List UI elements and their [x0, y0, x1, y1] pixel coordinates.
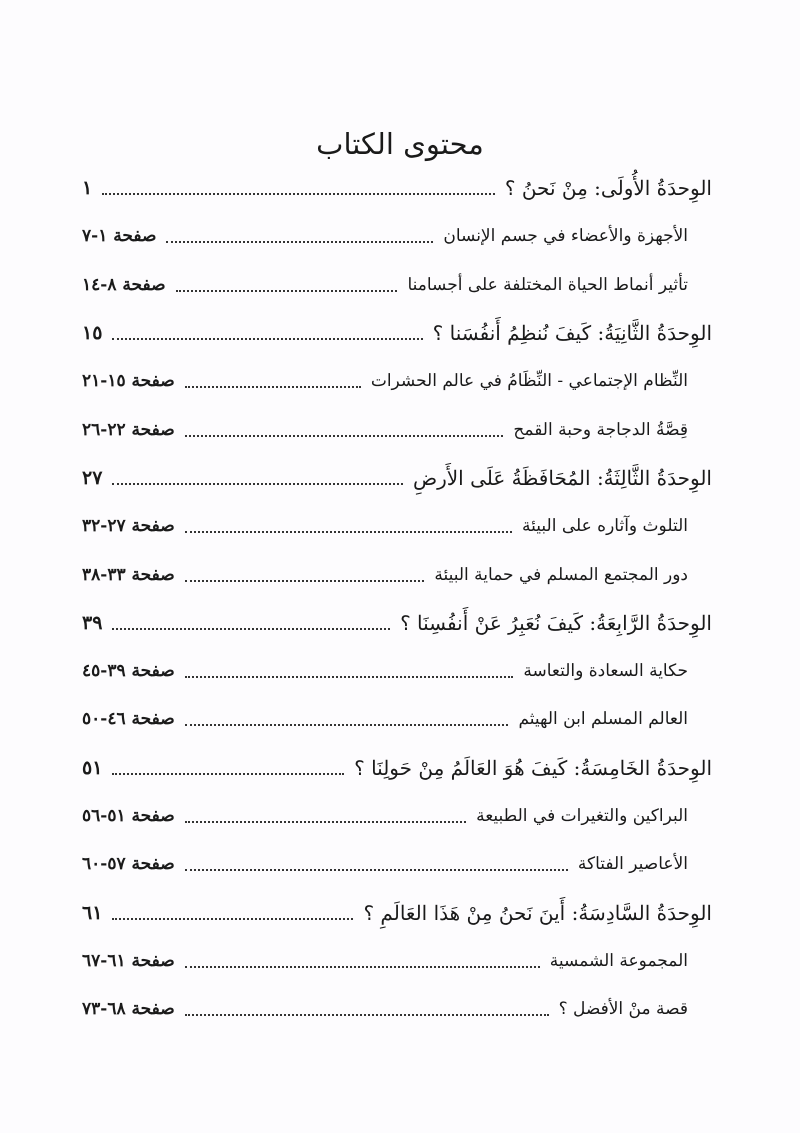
toc-unit-row — [82, 454, 712, 502]
page-reference: صفحة ٣٩-٤٥ — [82, 661, 175, 682]
toc-lesson-row — [82, 647, 712, 695]
lesson-title: العالم المسلم ابن الهيثم — [518, 709, 688, 730]
toc-lesson-row — [82, 792, 712, 840]
lesson-title: الأجهزة والأعضاء في جسم الإنسان — [443, 226, 688, 247]
page-reference: صفحة ٦٨-٧٣ — [82, 999, 175, 1020]
dot-leader — [112, 918, 353, 920]
dot-leader — [185, 580, 425, 582]
lesson-title: البراكين والتغيرات في الطبيعة — [476, 806, 688, 826]
page-reference: ٥١ — [82, 756, 103, 779]
dot-leader — [112, 628, 390, 630]
page-reference: ٣٩ — [82, 611, 103, 634]
dot-leader — [166, 241, 433, 243]
lesson-title: المجموعة الشمسية — [549, 950, 688, 971]
lesson-title: الأعاصير الفتاكة — [577, 854, 688, 875]
page-reference: صفحة ٦١-٦٧ — [82, 950, 175, 971]
unit-title: الوِحدَةُ الرَّابِعَةُ: كَيفَ نُعَبِرُ عَنْ أَنفُسِنَا ؟ — [400, 610, 712, 635]
dot-leader — [176, 290, 398, 292]
page-reference: صفحة ٤٦-٥٠ — [82, 709, 175, 730]
unit-title: الوِحدَةُ الثَّانِيَةُ: كَيفَ نُنظِمُ أَنفُسَنا ؟ — [432, 321, 712, 346]
unit-title: الوِحدَةُ السَّادِسَةُ: أَينَ نَحنُ مِنْ هَذَا العَالَمِ ؟ — [363, 900, 712, 925]
dot-leader — [185, 435, 504, 437]
toc-lesson-row — [82, 502, 712, 550]
page-reference: صفحة ٥٧-٦٠ — [82, 854, 175, 875]
lesson-title: النِّظام الإجتماعي - النِّظَامُ في عالم الحشرات — [370, 371, 688, 392]
page-reference: صفحة ٢٧-٣٢ — [82, 516, 175, 537]
lesson-title: قصة منْ الأفضل ؟ — [558, 999, 688, 1020]
toc-lesson-row — [82, 357, 712, 405]
toc-lesson-row — [82, 261, 712, 309]
unit-title: الوِحدَةُ الأُولَى: مِنْ نَحنُ ؟ — [504, 176, 712, 201]
toc-lesson-row — [82, 840, 712, 888]
lesson-title: حكاية السعادة والتعاسة — [523, 661, 688, 682]
dot-leader — [185, 531, 512, 533]
dot-leader — [185, 676, 514, 678]
page-reference: ٢٧ — [82, 466, 103, 489]
toc-lesson-row — [82, 405, 712, 453]
toc-unit-row — [82, 599, 712, 647]
dot-leader — [112, 483, 403, 485]
lesson-title: التلوث وآثاره على البيئة — [522, 516, 688, 537]
page-reference: صفحة ٢٢-٢٦ — [82, 419, 175, 440]
toc-unit-row — [82, 164, 712, 212]
page-reference: ١٥ — [82, 322, 103, 345]
dot-leader — [185, 821, 466, 823]
table-of-contents — [82, 164, 712, 1033]
dot-leader — [102, 193, 495, 195]
page-reference: صفحة ٨-١٤ — [82, 274, 166, 295]
unit-title: الوِحدَةُ الثَّالِثَةُ: المُحَافَظَةُ عَلَى الأَرضِ — [412, 465, 712, 490]
toc-unit-row — [82, 309, 712, 357]
page-title: محتوى الكتاب — [316, 127, 484, 161]
dot-leader — [112, 338, 422, 340]
unit-title: الوِحدَةُ الخَامِسَةُ: كَيفَ هُوَ العَالَمُ مِنْ حَولِنَا ؟ — [354, 755, 712, 780]
toc-lesson-row — [82, 695, 712, 743]
toc-lesson-row — [82, 937, 712, 985]
page-reference: صفحة ١-٧ — [82, 226, 157, 247]
lesson-title: تأثير أنماط الحياة المختلفة على أجسامنا — [407, 274, 688, 295]
lesson-title: قِصَّةُ الدجاجة وحبة القمح — [513, 419, 688, 440]
page-reference: صفحة ٣٣-٣٨ — [82, 564, 175, 585]
toc-lesson-row — [82, 985, 712, 1033]
dot-leader — [112, 773, 344, 775]
dot-leader — [185, 386, 361, 388]
page-reference: صفحة ١٥-٢١ — [82, 371, 175, 392]
page-reference: صفحة ٥١-٥٦ — [82, 806, 175, 826]
lesson-title: دور المجتمع المسلم في حماية البيئة — [434, 564, 688, 585]
dot-leader — [185, 869, 568, 871]
toc-lesson-row — [82, 212, 712, 260]
dot-leader — [185, 1014, 549, 1016]
dot-leader — [185, 724, 509, 726]
toc-unit-row — [82, 888, 712, 936]
toc-unit-row — [82, 744, 712, 792]
page-reference: ٦١ — [82, 901, 103, 924]
page-reference: ١ — [82, 177, 93, 200]
toc-lesson-row — [82, 550, 712, 598]
dot-leader — [185, 966, 540, 968]
